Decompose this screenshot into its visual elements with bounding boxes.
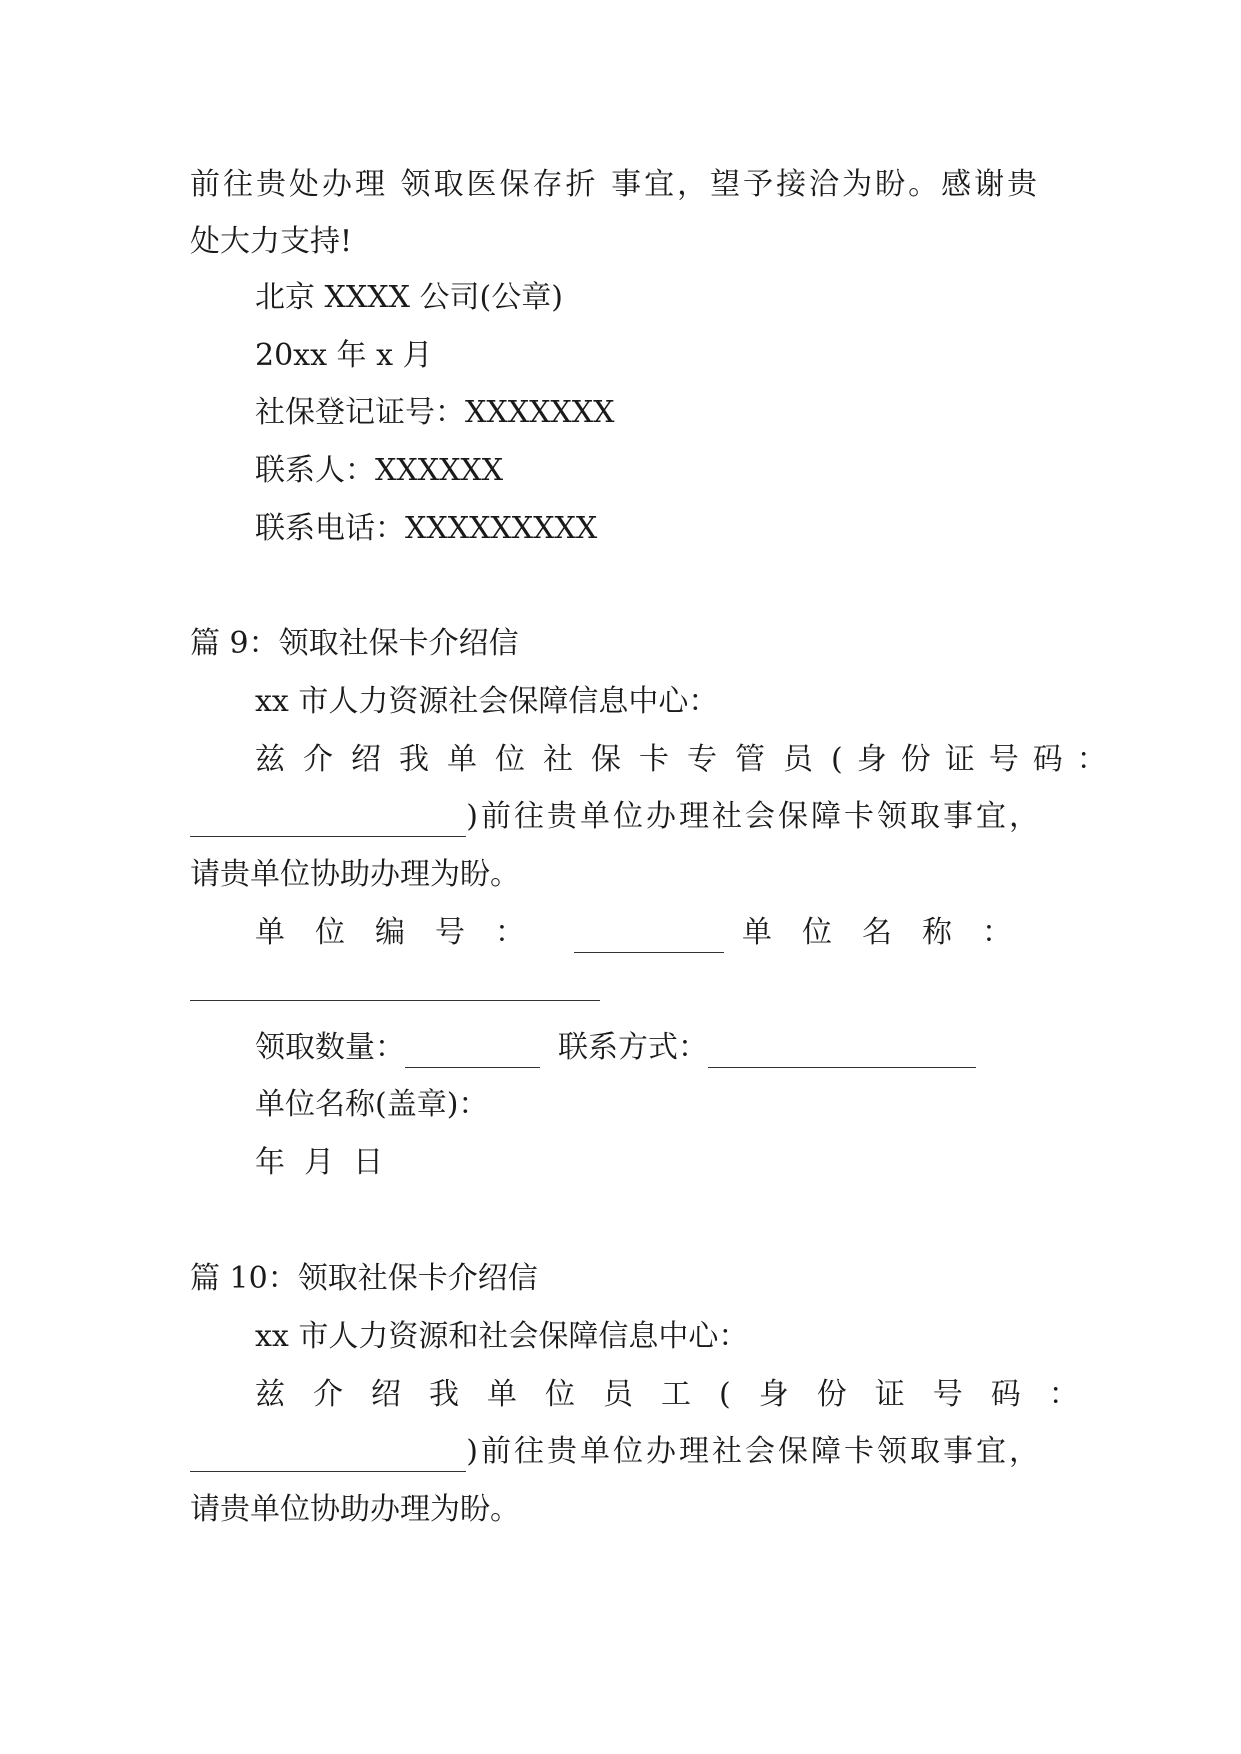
reg-number: 社保登记证号：XXXXXXX	[255, 395, 615, 430]
addressee: xx 市人力资源社会保障信息中心：	[255, 684, 719, 719]
date-line: 年 月 日	[255, 1145, 384, 1180]
unit-number-field	[574, 926, 724, 953]
company-seal: 北京 XXXX 公司(公章)	[255, 280, 563, 315]
body-line: 前往贵处办理 领取医保存折 事宜，望予接洽为盼。感谢贵	[190, 167, 1041, 202]
blank-field	[190, 810, 466, 837]
unit-name-field	[190, 1000, 600, 1001]
blank-field	[190, 1445, 466, 1472]
date-line: 20xx 年 x 月	[255, 338, 433, 373]
qty-contact-line: 领取数量： 联系方式：	[255, 1028, 1042, 1068]
unit-info-line: 单位编号： 单位名称：	[255, 913, 1042, 953]
contact-phone: 联系电话：XXXXXXXXX	[255, 511, 598, 546]
seal-line: 单位名称(盖章)：	[255, 1087, 489, 1122]
section-heading: 篇 9：领取社保卡介绍信	[190, 626, 519, 661]
intro-line: 兹介绍我单位社保卡专管员 (身份证号码：	[255, 742, 1121, 777]
intro-line: )前往贵单位办理社会保障卡领取事宜，	[190, 797, 1042, 837]
qty-field	[405, 1041, 540, 1068]
intro-line: 兹介绍我单位员工 (身份证号码：	[255, 1377, 1107, 1412]
contact-person: 联系人：XXXXXX	[255, 453, 504, 488]
addressee: xx 市人力资源和社会保障信息中心：	[255, 1319, 749, 1354]
body-line: 请贵单位协助办理为盼。	[190, 857, 520, 892]
contact-way-field	[708, 1041, 976, 1068]
section-heading: 篇 10：领取社保卡介绍信	[190, 1261, 538, 1296]
intro-line: )前往贵单位办理社会保障卡领取事宜，	[190, 1432, 1042, 1472]
body-line: 请贵单位协助办理为盼。	[190, 1492, 520, 1527]
body-line: 处大力支持!	[190, 224, 353, 259]
